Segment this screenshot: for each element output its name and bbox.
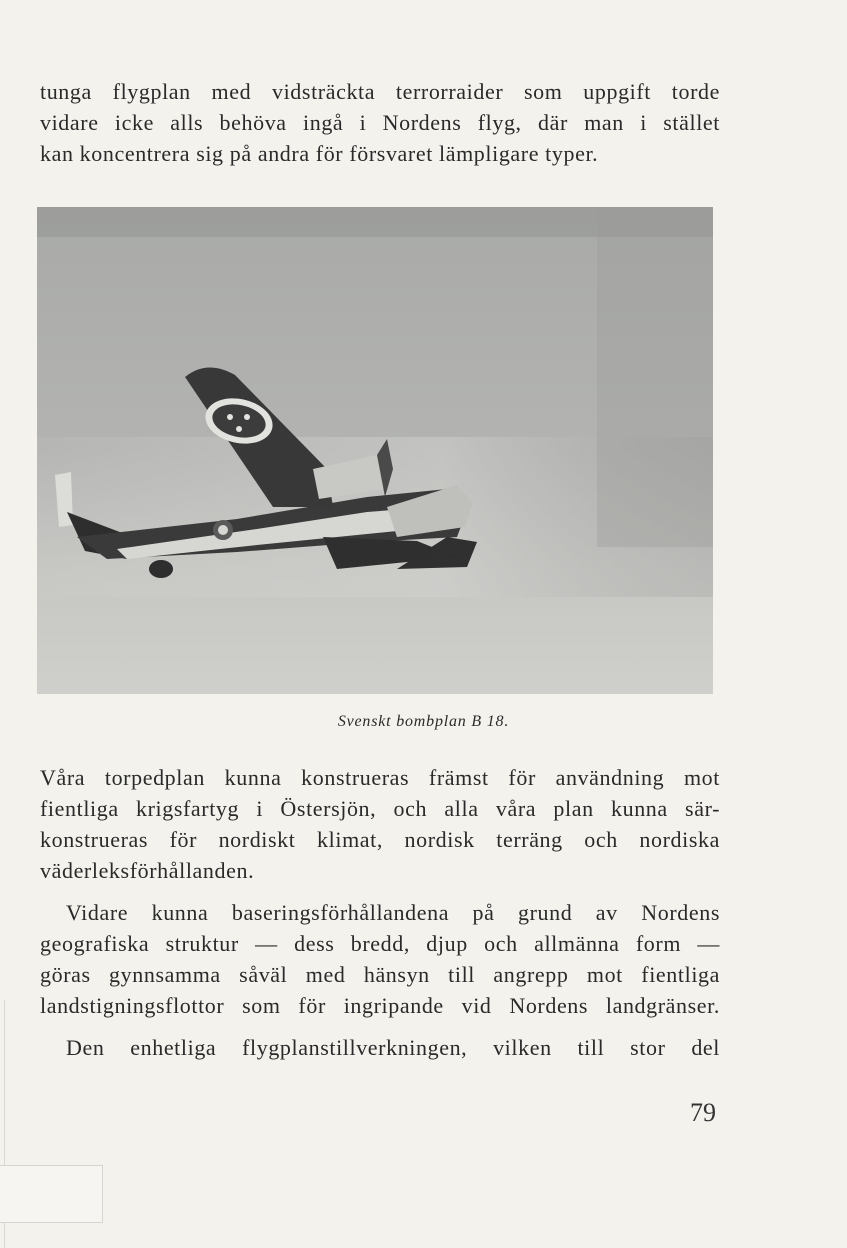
text-line: tunga flygplan med vidsträckta terrorraider som uppgift torde xyxy=(40,79,720,104)
paragraph-1 xyxy=(40,76,720,169)
margin-tab xyxy=(0,1165,103,1223)
figure-caption: Svenskt bombplan B 18. xyxy=(337,713,510,730)
paragraph-3 xyxy=(40,897,720,1021)
text-line: Vidare kunna baseringsförhållandena på grund av Nordens xyxy=(66,900,720,925)
paragraph-2 xyxy=(40,762,720,886)
page-number: 79 xyxy=(690,1098,716,1127)
bomber-photo xyxy=(37,207,713,694)
text-line: landstigningsflottor som för ingripande vid Nordens landgränser. xyxy=(40,993,720,1018)
paragraph-4 xyxy=(40,1032,720,1063)
text-line: Våra torpedplan kunna konstrueras främst för användning mot xyxy=(40,765,720,790)
text-line: fientliga krigsfartyg i Östersjön, och alla våra plan kunna sär- xyxy=(40,796,720,821)
text-line: kan koncentrera sig på andra för försvaret lämpligare typer. xyxy=(40,141,599,166)
text-line: konstrueras för nordiskt klimat, nordisk terräng och nordiska xyxy=(40,827,720,852)
text-line: geografiska struktur — dess bredd, djup och allmänna form — xyxy=(40,931,720,956)
text-line: väderleksförhållanden. xyxy=(40,858,255,883)
text-line: vidare icke alls behöva ingå i Nordens flyg, där man i stället xyxy=(40,110,720,135)
text-line: Den enhetliga flygplanstillverkningen, vilken till stor del xyxy=(66,1035,720,1060)
text-line: göras gynnsamma såväl med hänsyn till angrepp mot fientliga xyxy=(40,962,720,987)
bomber-photo-image xyxy=(37,207,713,694)
